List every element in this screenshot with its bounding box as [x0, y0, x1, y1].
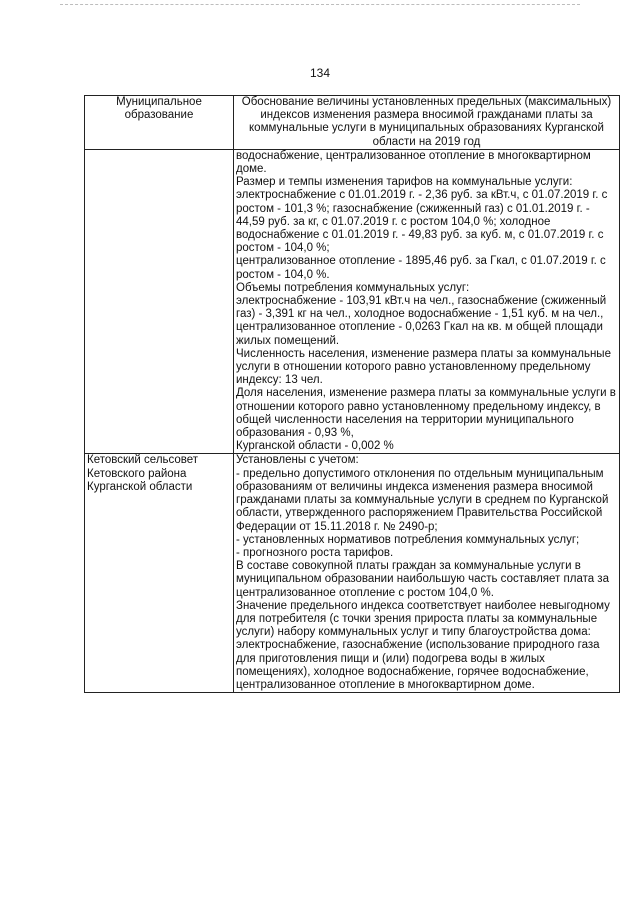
paragraph: В составе совокупной платы граждан за коммунальные услуги в муниципальном образовании наибольшую часть составляет плата за централизованное отопление с ростом 104,0 %.	[236, 560, 609, 599]
paragraph: Курганской области - 0,002 %	[236, 440, 394, 453]
municipality-cell: Кетовский сельсовет Кетовского района Курганской области	[85, 454, 234, 693]
paragraph: - прогнозного роста тарифов.	[236, 546, 394, 559]
page-number: 134	[309, 66, 331, 80]
paragraph: Объемы потребления коммунальных услуг:	[236, 281, 470, 294]
paragraph: - предельно допустимого отклонения по отдельным муниципальным образованиям от величины индекса изменения размера вносимой гражданами платы за коммунальные услуги в среднем по Курганской области, утвержденного распоряжением Правительства Российской Федерации от 15.11.2018 г. № 2490-р;	[236, 467, 609, 533]
paragraph: Доля населения, изменение размера платы за коммунальные услуги в отношении которого равно установленному предельному индексу, в общей численности населения на территории муниципального образования - 0,93 %,	[236, 387, 616, 440]
header-justification: Обоснование величины установленных предельных (максимальных) индексов изменения размера вносимой гражданами платы за коммунальные услуги в муниципальных образованиях Курганской области на 2019 год	[234, 96, 620, 150]
scan-edge-line	[60, 4, 580, 6]
table-header-row	[85, 96, 620, 150]
paragraph: Размер и темпы изменения тарифов на коммунальные услуги:	[236, 176, 573, 189]
paragraph: централизованное отопление - 1895,46 руб. за Гкал, с 01.07.2019 г. с ростом - 104,0 %.	[236, 255, 606, 281]
tariff-index-table	[84, 95, 620, 693]
paragraph: водоснабжение, централизованное отопление в многоквартирном доме.	[236, 149, 591, 176]
table-row	[85, 454, 620, 693]
municipality-cell	[85, 149, 234, 454]
paragraph: Численность населения, изменение размера платы за коммунальные услуги в отношении которого равно установленному предельному индексу: 13 чел.	[236, 347, 611, 387]
paragraph: - установленных нормативов потребления коммунальных услуг;	[236, 533, 580, 546]
justification-cell	[234, 149, 620, 454]
paragraph: Установлены с учетом:	[236, 454, 359, 467]
paragraph: электроснабжение, газоснабжение (использование природного газа для приготовления пищи и (или) подогрева воды в жилых помещениях), холодное водоснабжение, горячее водоснабжение, централизованное отопление в многоквартирном доме.	[236, 639, 600, 691]
paragraph: электроснабжение - 103,91 кВт.ч на чел., газоснабжение (сжиженный газ) - 3,391 кг на чел., холодное водоснабжение - 1,51 куб. м на чел., централизованное отопление - 0,0263 Гкал на кв. м общей площади жилых помещений.	[236, 295, 607, 347]
paragraph: Значение предельного индекса соответствует наиболее невыгодному для потребителя (с точки зрения прироста платы за коммунальные услуги) набору коммунальных услуг и типу благоустройства дома:	[236, 599, 610, 639]
table-row	[85, 149, 620, 454]
header-municipality: Муниципальное образование	[85, 96, 234, 150]
justification-cell	[234, 454, 620, 693]
paragraph: электроснабжение с 01.01.2019 г. - 2,36 руб. за кВт.ч, с 01.07.2019 г. с ростом - 101,3 %; газоснабжение (сжиженный газ) с 01.01.2019 г. - 44,59 руб. за кг, с 01.07.2019 г. с ростом 104,0 %; холодное водоснабжение с 01.01.2019 г. - 49,83 руб. за куб. м, с 01.07.2019 г. с ростом - 104,0 %;	[236, 189, 608, 255]
